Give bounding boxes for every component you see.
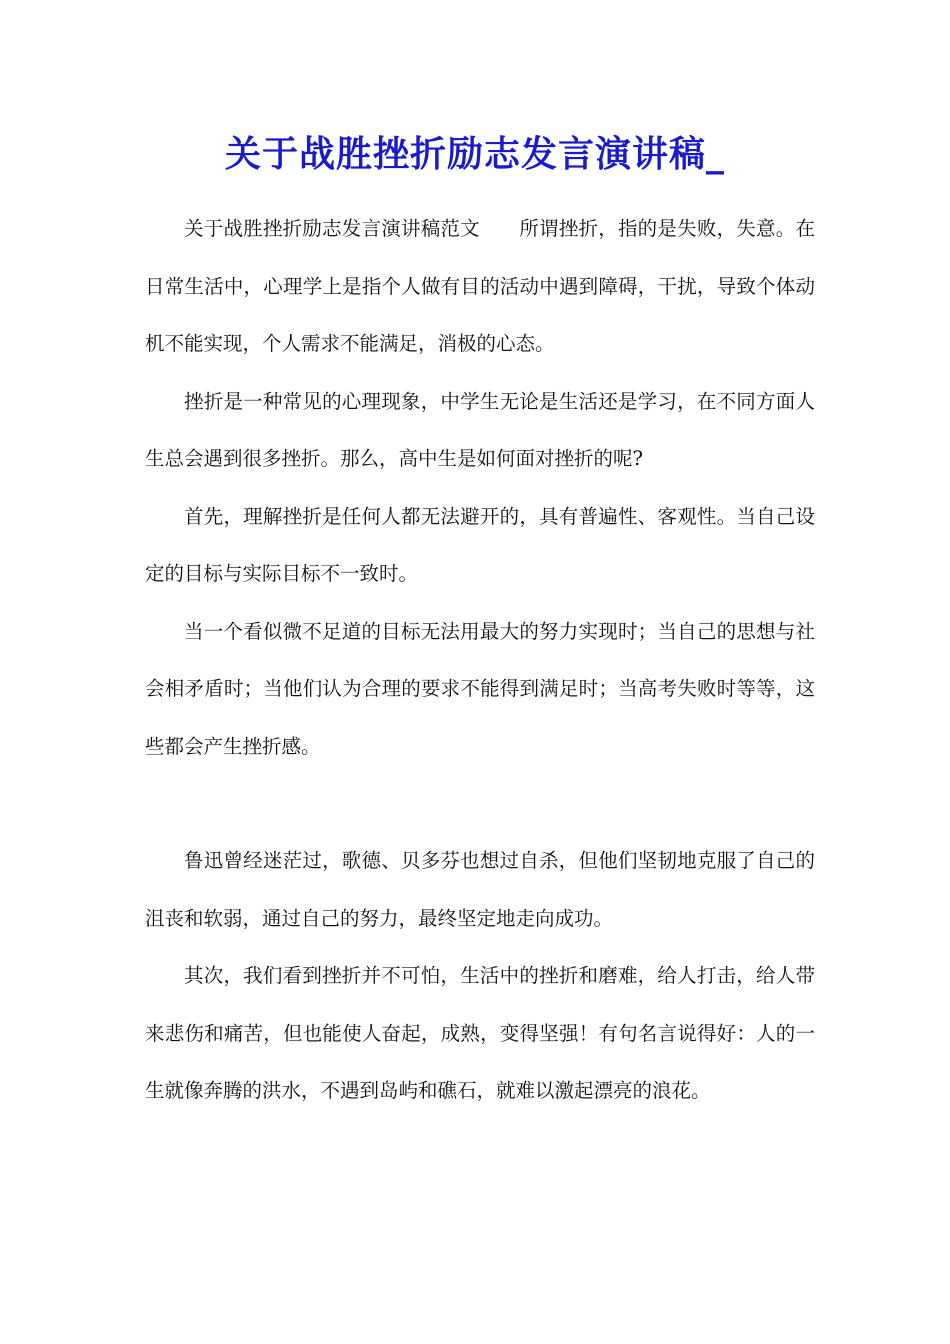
- paragraph-1: 关于战胜挫折励志发言演讲稿范文 所谓挫折，指的是失败，失意。在日常生活中，心理学上是指个人做有目的活动中遇到障碍，干扰，导致个体动机不能实现，个人需求不能满足，消极的心态。: [145, 217, 815, 355]
- document-body: [145, 200, 815, 1120]
- paragraph-4: 当一个看似微不足道的目标无法用最大的努力实现时；当自己的思想与社会相矛盾时；当他们认为合理的要求不能得到满足时；当高考失败时等等，这些都会产生挫折感。: [145, 619, 815, 758]
- document-title: 关于战胜挫折励志发言演讲稿_: [224, 133, 725, 175]
- paragraph-6: 其次，我们看到挫折并不可怕，生活中的挫折和磨难，给人打击，给人带来悲伤和痛苦，但也能使人奋起，成熟，变得坚强！有句名言说得好：人的一生就像奔腾的洪水，不遇到岛屿和礁石，就难以激起漂亮的浪花。: [145, 964, 815, 1102]
- paragraph-5: 鲁迅曾经迷茫过，歌德、贝多芬也想过自杀，但他们坚韧地克服了自己的沮丧和软弱，通过自己的努力，最终坚定地走向成功。: [145, 849, 815, 930]
- paragraph-2: 挫折是一种常见的心理现象，中学生无论是生活还是学习，在不同方面人生总会遇到很多挫折。那么，高中生是如何面对挫折的呢?: [145, 389, 815, 470]
- paragraph-3: 首先，理解挫折是任何人都无法避开的，具有普遍性、客观性。当自己设定的目标与实际目标不一致时。: [145, 504, 815, 585]
